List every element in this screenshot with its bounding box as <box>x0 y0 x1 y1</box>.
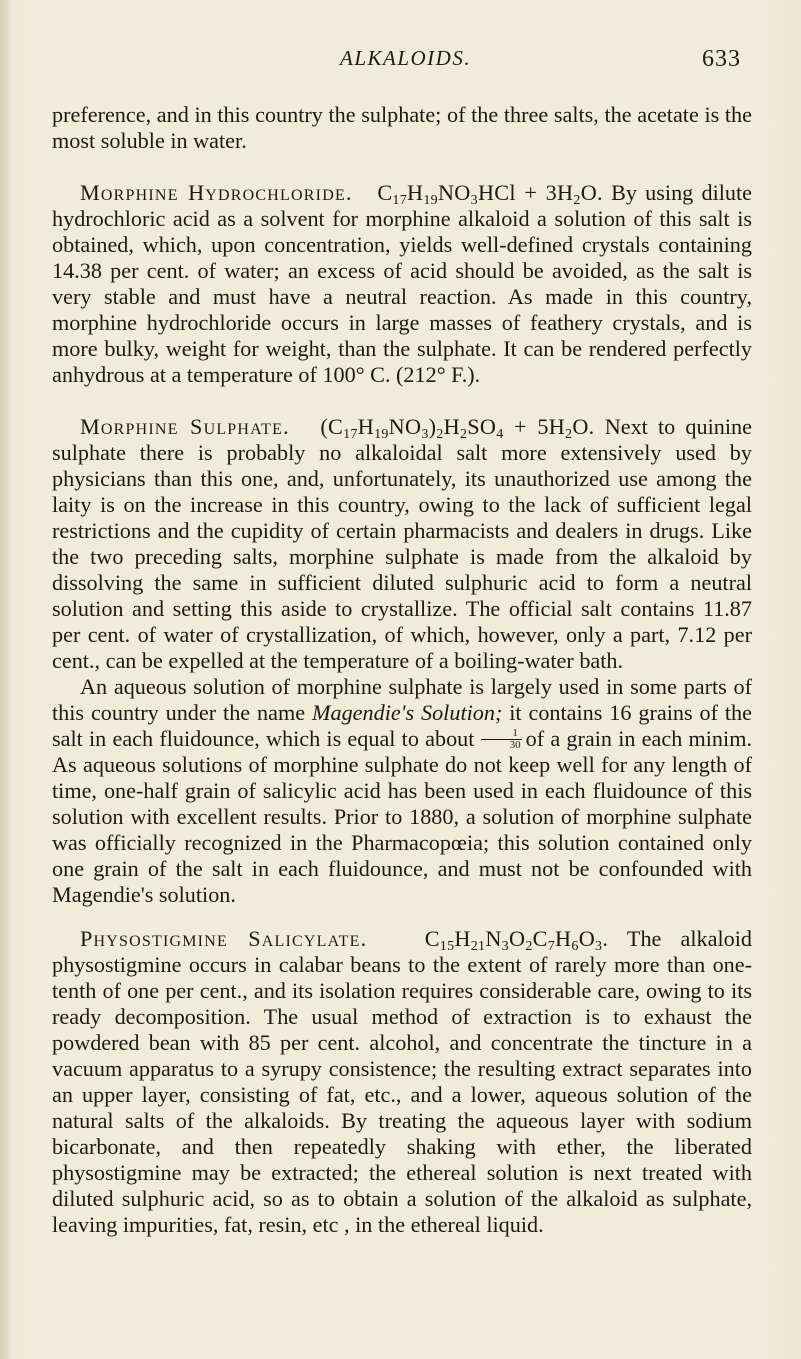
paragraph-physostigmine-salicylate: Physostigmine Salicylate. $C_{15}H_{21}N_3O_2C_7H_6O_3$. The alkaloid physostigmine occurs in calabar beans to the extent of rarely more than one-tenth of one per cent., and its isolation requires considerable care, owing to its ready decomposition. The usual method of extraction is to exhaust the powdered bean with 85 per cent. alcohol, and concentrate the tincture in a vacuum apparatus to a syrupy consistence; the resulting extract separates into an upper layer, consisting of fat, etc., and a lower, aqueous solution of the natural salts of the alkaloids. By treating the aqueous layer with sodium bicarbonate, and then repeatedly shaking with ether, the liberated physostigmine may be extracted; the ethereal solution is next treated with diluted sulphuric acid, so as to obtain a solution of the alkaloid as sulphate, leaving impurities, fat, resin, etc , in the ethereal liquid. <box>52 926 752 1237</box>
formula-physostigmine-salicylate: $C_{15}H_{21}N_3O_2C_7H_6O_3$. <box>424 926 609 954</box>
section-heading-physostigmine-salicylate: Physostigmine Salicylate. <box>80 926 368 951</box>
formula-morphine-sulphate: $(C_{17}H_{19}NO_3)_2H_2SO_4 + 5H_2O$. <box>320 414 595 442</box>
running-title: ALKALOIDS. <box>340 46 472 70</box>
section-heading-morphine-hydrochloride: Morphine Hydrochloride. <box>80 180 353 205</box>
section-heading-morphine-sulphate: Morphine Sulphate. <box>80 414 290 439</box>
paragraph-morphine-sulphate: Morphine Sulphate. $(C_{17}H_{19}NO_3)_2H_2SO_4 + 5H_2O$. Next to quinine sulphate there is probably no alkaloidal salt more extensively used by physicians than this one, and, unfortunately, its unauthorized use among the laity is on the increase in this country, owing to the lack of sufficient legal restrictions and the cupidity of certain pharmacists and dealers in drugs. Like the two preceding salts, morphine sulphate is made from the alkaloid by dissolving the same in sufficient diluted sulphuric acid to form a neutral solution and setting this aside to crystallize. The official salt contains 11.87 per cent. of water of crystallization, of which, however, only a part, 7.12 per cent., can be expelled at the temperature of a boiling-water bath. <box>52 414 752 673</box>
fraction-one-thirtieth: $\frac{1}{30}$ <box>481 728 522 751</box>
magendie-solution-term: Magendie's Solution; <box>312 700 503 725</box>
paragraph-intro: preference, and in this country the sulphate; of the three salts, the acetate is the most soluble in water. <box>52 102 752 153</box>
page-gutter-shadow <box>0 0 12 1359</box>
formula-morphine-hydrochloride: $C_{17}H_{19}NO_3HCl + 3H_2O$. <box>377 180 603 208</box>
paragraph-magendie-solution: An aqueous solution of morphine sulphate is largely used in some parts of this country under the name Magendie's Solution; it contains 16 grains of the salt in each fluidounce, which is equal to about $\frac{1}{30}$ of a grain in each minim. As aqueous solutions of morphine sulphate do not keep well for any length of time, one-half grain of salicylic acid has been used in each fluidounce of this solution with excellent results. Prior to 1880, a solution of morphine sulphate was officially recognized in the Pharmacopœia; this solution contained only one grain of the salt in each fluidounce, and must not be confounded with Magendie's solution. <box>52 674 752 907</box>
page-number: 633 <box>702 46 741 72</box>
body-text <box>52 102 752 1238</box>
running-head <box>0 46 801 76</box>
paragraph-morphine-hydrochloride: Morphine Hydrochloride. $C_{17}H_{19}NO_3HCl + 3H_2O$. By using dilute hydrochloric acid as a solvent for morphine alkaloid a solution of this salt is obtained, which, upon concentration, yields well-defined crystals containing 14.38 per cent. of water; an excess of acid should be avoided, as the salt is very stable and must have a neutral reaction. As made in this country, morphine hydrochloride occurs in large masses of feathery crystals, and is more bulky, weight for weight, than the sulphate. It can be rendered perfectly anhydrous at a temperature of 100° C. (212° F.). <box>52 180 752 387</box>
